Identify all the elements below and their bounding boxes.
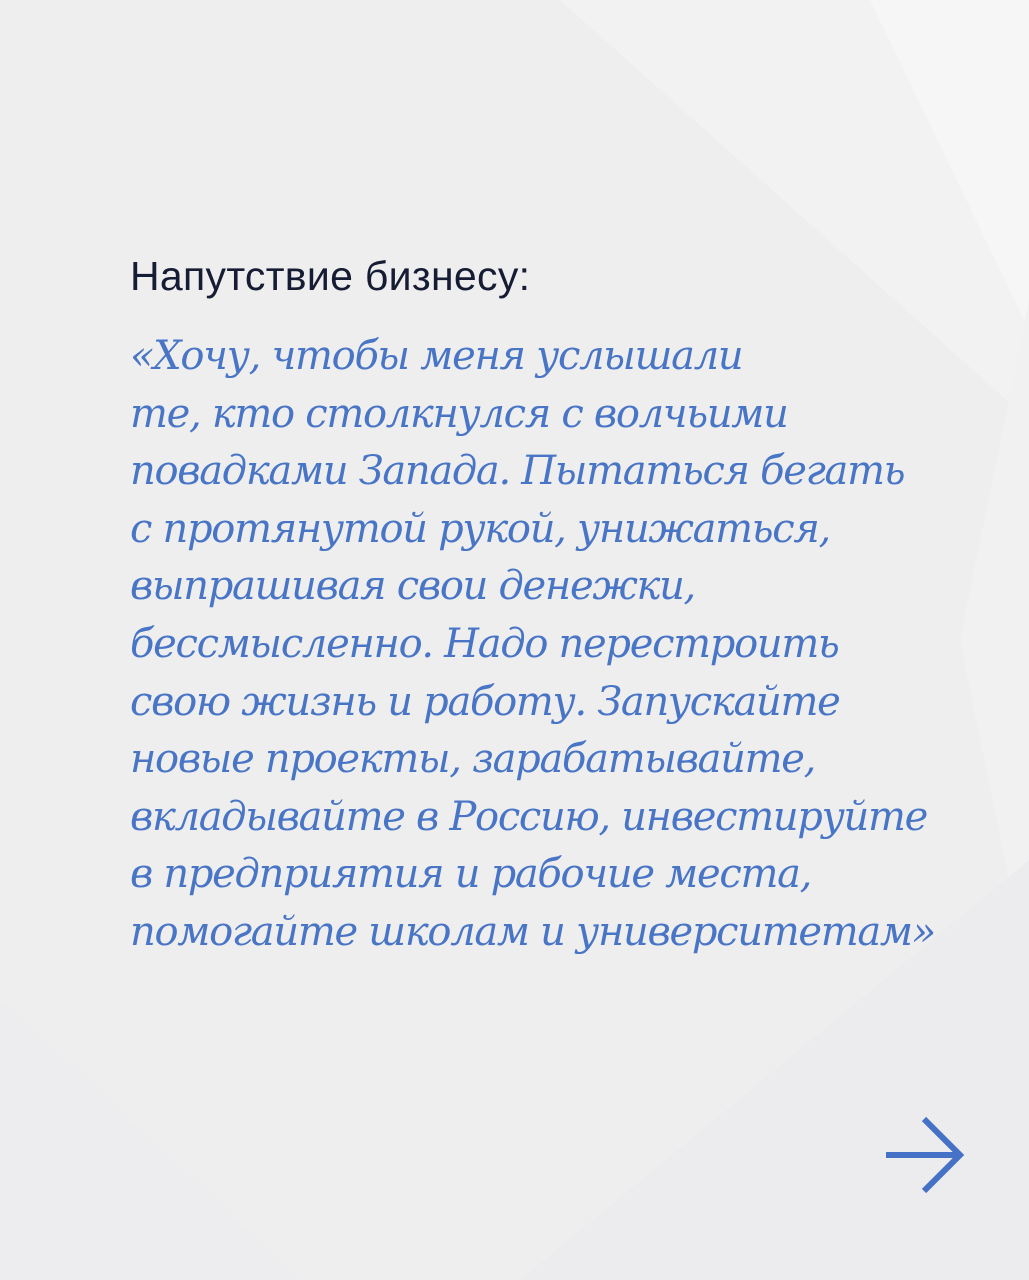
quote-line: свою жизнь и работу. Запускайте xyxy=(130,678,840,725)
quote-line: выпрашивая свои денежки, xyxy=(130,563,695,610)
quote-line: новые проекты, зарабатывайте, xyxy=(130,736,816,783)
arrow-right-icon[interactable] xyxy=(884,1116,966,1194)
slide-heading: Напутствие бизнесу: xyxy=(130,253,531,299)
quote-line: те, кто столкнулся с волчьими xyxy=(130,390,788,437)
quote-line: вкладывайте в Россию, инвестируйте xyxy=(130,793,927,840)
quote-text xyxy=(130,328,935,962)
quote-line: повадками Запада. Пытаться бегать xyxy=(130,448,905,495)
quote-line: «Хочу, чтобы меня услышали xyxy=(130,333,743,379)
quote-line: в предприятия и рабочие места, xyxy=(130,851,812,898)
quote-line: с протянутой рукой, унижаться, xyxy=(130,505,830,552)
quote-line: помогайте школам и университетам» xyxy=(130,908,935,955)
quote-line: бессмысленно. Надо перестроить xyxy=(130,620,839,667)
